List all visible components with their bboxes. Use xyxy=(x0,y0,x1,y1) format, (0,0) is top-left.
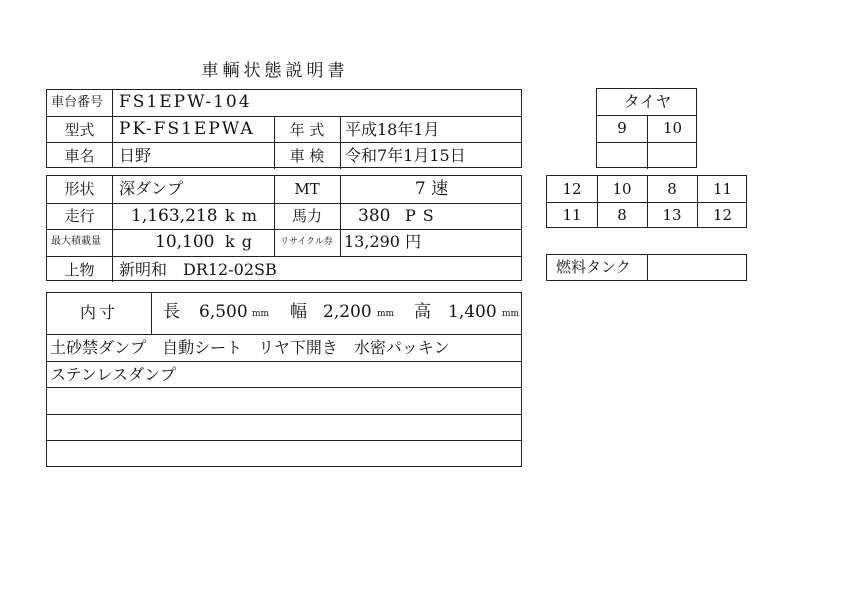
fuel-tank-table xyxy=(546,254,747,281)
mileage-label: 走行 xyxy=(64,207,95,225)
year-label: 年 式 xyxy=(289,121,325,139)
fuel-tank-label: 燃料タンク xyxy=(556,258,631,276)
shape-value: 深ダンプ xyxy=(119,179,184,198)
year-value: 平成18年1月 xyxy=(345,120,440,139)
maxload-label: 最大積載量 xyxy=(51,236,101,247)
inspection-label: 車 検 xyxy=(289,147,325,165)
tire-rear-2-1: 11 xyxy=(562,206,582,224)
mileage-value: 1,163,218 xyxy=(131,206,218,226)
page-title: 車輌状態説明書 xyxy=(201,61,349,81)
width-unit: mm xyxy=(377,309,395,319)
height-label: 高 xyxy=(414,302,431,322)
power-label: 馬力 xyxy=(291,207,322,225)
recycle-value: 13,290 円 xyxy=(344,232,422,251)
tire-label: タイヤ xyxy=(623,92,672,111)
maxload-value: 10,100 xyxy=(155,232,215,252)
height-value: 1,400 xyxy=(448,302,497,322)
vehicle-info-table xyxy=(46,89,522,168)
tire-rear-2-3: 13 xyxy=(662,206,682,224)
dimensions-table xyxy=(46,292,522,467)
dimensions-label: 内寸 xyxy=(79,303,118,322)
inspection-value: 令和7年1月15日 xyxy=(345,146,466,165)
tire-front-2: 10 xyxy=(662,119,683,137)
power-value: 380 xyxy=(358,206,391,226)
mt-value: 7 速 xyxy=(414,179,449,199)
tire-rear-1-3: 8 xyxy=(667,180,677,198)
height-unit: mm xyxy=(502,309,520,319)
chassis-number-label: 車台番号 xyxy=(51,95,104,110)
mileage-unit: km xyxy=(225,206,264,225)
width-label: 幅 xyxy=(290,302,307,322)
maker-label: 車名 xyxy=(64,147,95,165)
note-line-2: ステンレスダンプ xyxy=(50,365,177,384)
tire-front-1: 9 xyxy=(617,119,627,137)
tire-rear-1-2: 10 xyxy=(612,180,632,198)
model-value: PK-FS1EPWA xyxy=(119,119,255,139)
maker-value: 日野 xyxy=(119,146,152,165)
chassis-number-value: FS1EPW-104 xyxy=(119,92,252,112)
tire-rear-2-2: 8 xyxy=(617,206,627,224)
tire-rear-2-4: 12 xyxy=(712,206,733,224)
body-value: 新明和 DR12-02SB xyxy=(119,260,277,279)
model-label: 型式 xyxy=(64,121,95,139)
tire-rear-1-4: 11 xyxy=(712,180,733,198)
note-line-1: 土砂禁ダンプ 自動シート リヤ下開き 水密パッキン xyxy=(50,338,450,357)
recycle-label: リサイクル券 xyxy=(280,237,333,247)
power-unit: PS xyxy=(405,206,441,225)
tire-rear-1-1: 12 xyxy=(562,180,582,198)
specs-table xyxy=(46,175,522,281)
body-label: 上物 xyxy=(64,261,95,279)
width-value: 2,200 xyxy=(323,302,372,322)
mt-label: MT xyxy=(294,180,320,198)
tire-front-table xyxy=(596,88,697,168)
length-unit: mm xyxy=(252,309,270,319)
maxload-unit: kg xyxy=(225,232,259,251)
tire-rear-table xyxy=(546,175,747,228)
length-value: 6,500 xyxy=(199,302,248,322)
shape-label: 形状 xyxy=(64,180,95,198)
length-label: 長 xyxy=(163,302,180,322)
